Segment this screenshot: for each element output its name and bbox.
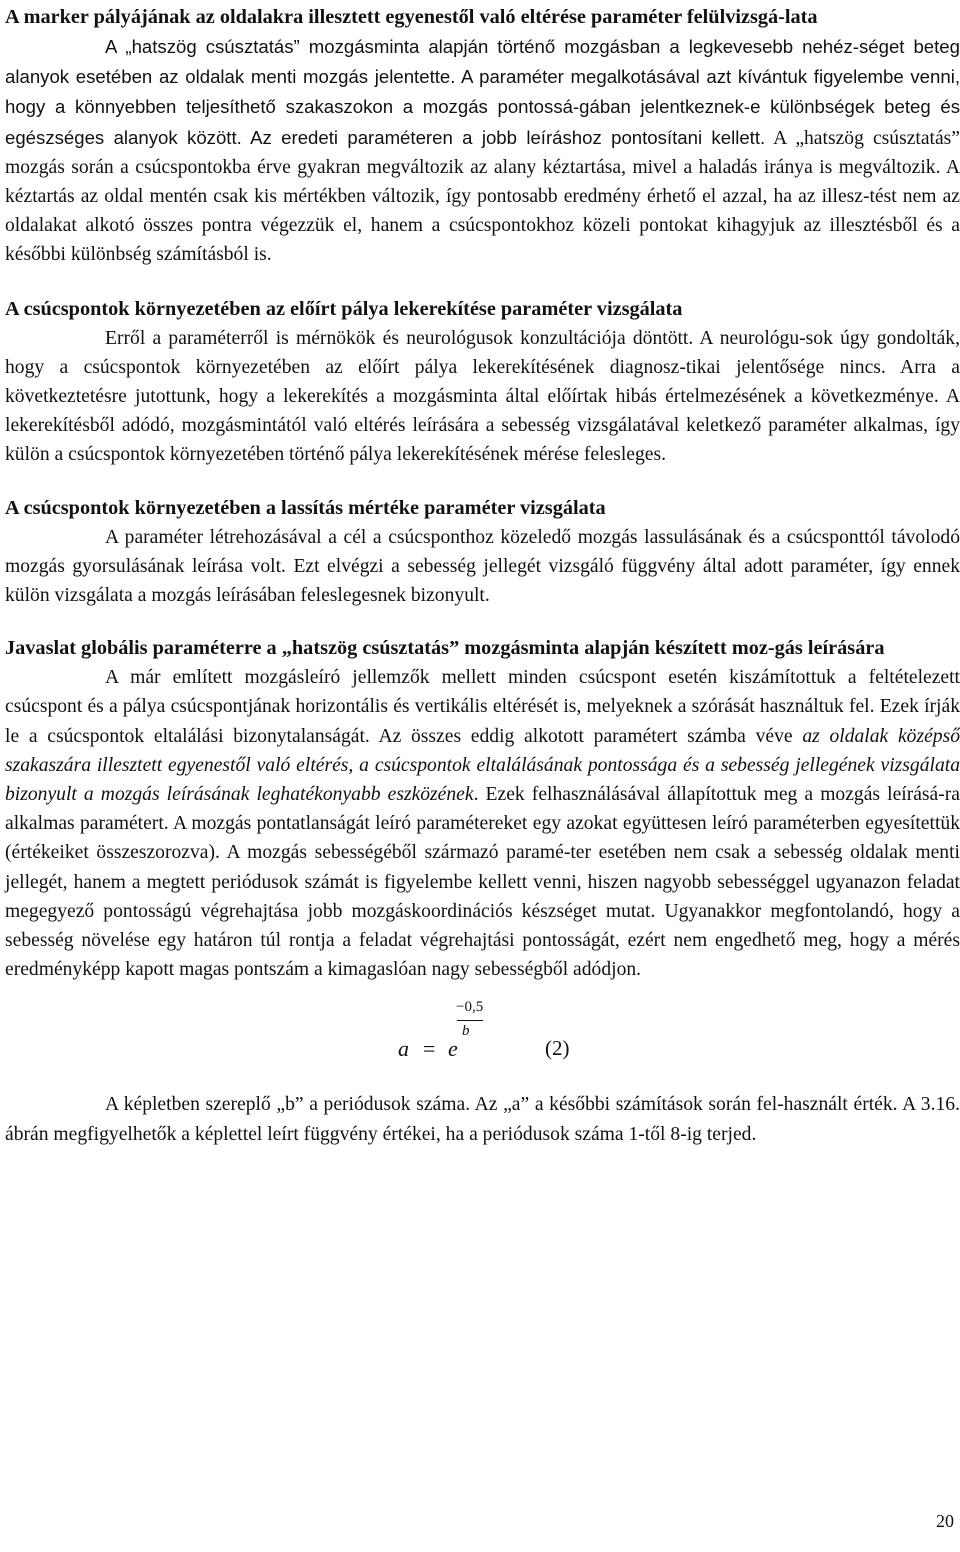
formula-equals: = (423, 1036, 436, 1062)
section-rounding (5, 295, 960, 470)
section-heading: Javaslat globális paraméterre a „hatszög csúsztatás” mozgásminta alapján készített moz-gás leírására (5, 637, 885, 660)
section-paragraph: Erről a paraméterről is mérnökök és neurológusok konzultációja döntött. A neurológu-sok úgy gondolták, hogy a csúcspontok környezetében az előírt pálya lekerekítésének diagnosz-tikai jelentősége nincs. Arra a következtetésre jutottunk, hogy a lekerekítés a mozgásminta által előírtak hibás értelmezésének a következménye. A lekerekítésből adódó, mozgásmintától való eltérés leírására a sebesség vizsgálatával keletkező paraméter alkalmas, így külön a csúcspontok környezetében történő pálya lekerekítésének mérése felesleges. (5, 327, 960, 466)
formula-fraction-bar (457, 1020, 483, 1021)
paragraph-sans-part: A „hatszög csúsztatás” mozgásminta alapján történő mozgásban a legkevesebb nehéz-séget beteg alanyok esetében az oldalak menti mozgás jelentette. A paraméter megalkotásával azt kívántuk figyelembe venni, hogy a könnyebben teljesíthető szakaszokon a mozgás pontossá-gában jelentkeznek-e különbségek beteg és egészséges alanyok között. Az eredeti paraméteren a jobb leíráshoz pontosítani kellett. (5, 36, 960, 148)
page-number: 20 (936, 1511, 954, 1531)
formula-exponent-numerator: −0,5 (456, 999, 484, 1016)
document-page (5, 0, 960, 1149)
section-paragraph: A paraméter létrehozásával a cél a csúcsponthoz közeledő mozgás lassulásának és a csúcsponttól távolodó mozgás gyorsulásának leírása volt. Ezt elvégzi a sebesség jellegét vizsgáló függvény által adott paraméter, így ennek külön vizsgálata a mozgás leírásában feleslegesnek bizonyult. (5, 526, 960, 607)
formula-lhs: a (398, 1036, 409, 1062)
closing-paragraph: A képletben szereplő „b” a periódusok száma. Az „a” a későbbi számítások során fel-használt érték. A 3.16. ábrán megfigyelhetők a képlettel leírt függvény értékei, ha a periódusok száma 1-től 8-ig terjed. (5, 1094, 960, 1145)
section-deceleration (5, 494, 960, 611)
formula-exponent-denominator: b (462, 1023, 470, 1040)
paragraph-part-a: A már említett mozgásleíró jellemzők mellett minden csúcspont esetén kiszámítottuk a feltételezett csúcspont és a pálya csúcspontjának horizontális és vertikális eltérését is, melyeknek a szórását használtuk fel. Ezek írják le a csúcspontok eltalálási bizonytalanságát. Az összes eddig alkotott paramétert számba véve (5, 667, 960, 747)
section-paragraph (5, 663, 960, 984)
equation-2 (5, 998, 960, 1090)
paragraph-part-b: . Ezek felhasználásával állapítottuk meg a mozgás leírásá-ra alkalmas paramétert. A mozgás pontatlanságát leíró paramétereket egy azokat együttesen leíró paraméterben egyesítettük (értékeiket összeszorozva). A mozgás sebességéből származó paramé-ter esetében nem csak a sebesség oldalak menti jellegét, hanem a megtett periódusok számát is figyelembe kellett venni, hiszen nagyobb sebességgel ugyanazon feladat megegyező pontosságú végrehajtása jobb mozgáskoordinációs készséget mutat. Ugyanakkor megfontolandó, hogy a sebesség növelése egy határon túl rontja a feladat végrehajtási pontosságát, ezért nem engedhető meg, hogy a mérés eredményképp kapott magas pontszám a kimagaslóan nagy sebességből adódjon. (5, 784, 960, 981)
section-heading: A marker pályájának az oldalakra illesztett egyenestől való eltérése paraméter felülvizsgá-lata (5, 6, 818, 28)
section-global-parameter (5, 634, 960, 984)
section-paragraph (5, 32, 960, 270)
formula-tag: (2) (545, 1036, 570, 1061)
paragraph-italic-part: az oldalak középső szakaszára illesztett egyenestől való eltérés, a csúcspontok eltalálásának pontossága és a sebesség jellegének vizsgálata bizonyult a mozgás leírásának leghatékonyabb eszközének (5, 725, 960, 806)
paragraph-serif-part: A „hatszög csúsztatás” mozgás során a csúcspontokba érve gyakran megváltozik az alany kéztartása, mivel a haladás iránya is megváltozik. A kéztartás az oldal mentén csak kis mértékben változik, így pontosabb eredmény érhető el azzal, ha az illesz-tést nem az oldalakat alkotó összes pontra végezzük el, hanem a csúcspontokhoz közeli pontokat kihagyjuk az illesztésből és a későbbi különbség számításból is. (5, 127, 960, 266)
section-heading: A csúcspontok környezetében a lassítás mértéke paraméter vizsgálata (5, 496, 606, 519)
section-heading: A csúcspontok környezetében az előírt pálya lekerekítése paraméter vizsgálata (5, 297, 683, 320)
formula-base: e (448, 1036, 458, 1062)
section-marker-deviation (5, 0, 960, 270)
